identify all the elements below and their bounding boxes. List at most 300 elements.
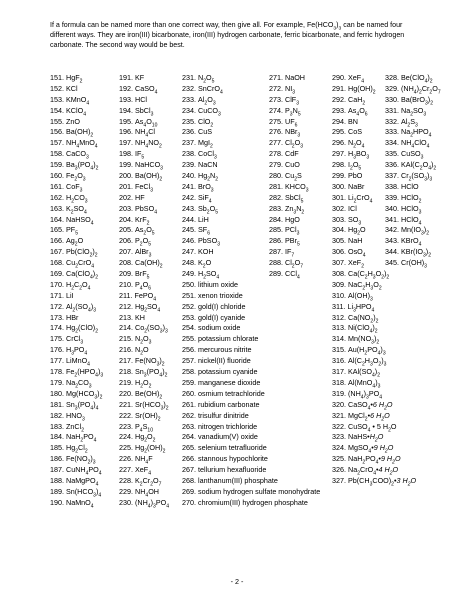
problem-item xyxy=(50,127,103,138)
problem-number: 275. xyxy=(269,116,283,126)
problem-number: 212. xyxy=(119,301,133,311)
problem-formula: $Na_2CO_3$ xyxy=(66,377,92,390)
problem-formula: $CuNH_4PO_4$ xyxy=(66,465,102,477)
problem-item xyxy=(119,204,169,215)
problem-item xyxy=(269,269,309,280)
problem-number: 235. xyxy=(182,116,196,126)
problem-item xyxy=(119,160,169,171)
problem-formula: potassium chlorate xyxy=(198,334,259,344)
problem-number: 152. xyxy=(50,83,64,93)
problem-number: 247. xyxy=(182,247,196,257)
problem-number: 339. xyxy=(385,192,399,202)
problem-item xyxy=(50,269,103,280)
problem-formula: PCl$_3$ xyxy=(285,225,300,237)
problem-formula: $NH_4F$ xyxy=(135,454,153,466)
problem-number: 199. xyxy=(119,160,133,170)
problem-number: 188. xyxy=(50,475,64,485)
problem-formula: ClO$_2$ xyxy=(198,116,214,128)
problem-item xyxy=(385,389,441,400)
problem-number: 303. xyxy=(332,214,346,224)
problem-number: 190. xyxy=(50,497,64,507)
problem-number: 245. xyxy=(182,225,196,235)
problem-formula: osmium tetrachloride xyxy=(198,388,265,398)
problem-formula: $P_4O_6$ xyxy=(135,279,152,292)
problem-number: 291. xyxy=(332,83,346,93)
problem-item xyxy=(119,367,169,378)
problem-item xyxy=(385,84,441,95)
problem-formula: $(NH_4)_2Cr_2O_7$ xyxy=(401,83,441,96)
problem-formula: $KBr(IO_3)_2$ xyxy=(401,247,431,259)
problem-number: 172. xyxy=(50,301,64,311)
problem-item xyxy=(50,236,103,247)
problem-item xyxy=(50,345,103,356)
problem-number: 274. xyxy=(269,105,283,115)
column-6 xyxy=(385,73,441,509)
problem-formula: $HNO_3$ xyxy=(66,410,85,423)
problem-number: 242. xyxy=(182,192,196,202)
problem-number: 193. xyxy=(119,94,133,104)
problem-number: 287. xyxy=(269,247,283,257)
problem-item xyxy=(119,95,169,106)
problem-number: 229. xyxy=(119,486,133,496)
problem-number: 211. xyxy=(119,290,133,300)
problem-formula: $Al_2(SO_4)_3$ xyxy=(66,301,97,314)
problem-formula: $Hg_2Cl_2$ xyxy=(66,443,88,455)
problem-formula: $UF_6$ xyxy=(285,116,298,128)
problem-number: 185. xyxy=(50,443,64,453)
column-4 xyxy=(269,73,309,509)
problem-formula: $Hg_2O$ xyxy=(348,225,366,237)
problem-number: 197. xyxy=(119,138,133,148)
problem-formula: $Be(OH)_2$ xyxy=(135,388,163,401)
problem-number: 179. xyxy=(50,377,64,387)
problem-formula: $Sb_2O_5$ xyxy=(198,203,219,216)
problem-number: 299. xyxy=(332,171,346,181)
problem-number: 263. xyxy=(182,421,196,431)
page-number: - 2 - xyxy=(230,577,244,586)
problem-formula: $NH_4ClO_4$ xyxy=(401,138,430,150)
problem-item xyxy=(269,302,309,313)
problem-formula: $Ag_2O$ xyxy=(66,236,84,248)
problem-number: 232. xyxy=(182,83,196,93)
problem-formula: $(NH_4)_3PO_4$ xyxy=(348,388,383,401)
problem-number: 265. xyxy=(182,443,196,453)
problem-formula: KrF$_2$ xyxy=(135,214,150,227)
problem-number: 249. xyxy=(182,269,196,279)
problem-formula: $Hg_2N_2$ xyxy=(198,171,219,183)
problem-formula: $Au(H_2PO_4)_3$ xyxy=(348,345,386,357)
problem-item xyxy=(50,400,103,411)
problem-item xyxy=(269,323,309,334)
problem-number: 332. xyxy=(385,116,399,126)
problem-number: 327. xyxy=(332,475,346,485)
problem-item xyxy=(119,127,169,138)
problem-number: 344. xyxy=(385,247,399,257)
problem-item xyxy=(50,215,103,226)
problem-formula: MgSO$_4$•9 $H_2O$ xyxy=(348,443,394,455)
problem-number: 244. xyxy=(182,214,196,224)
problem-item xyxy=(119,291,169,302)
problem-item xyxy=(269,378,309,389)
problem-formula: $Ca(NO_2)_2$ xyxy=(348,312,379,325)
problem-number: 187. xyxy=(50,465,64,475)
problem-number: 318. xyxy=(332,377,346,387)
problem-number: 316. xyxy=(332,356,346,366)
problem-item xyxy=(385,378,441,389)
problem-number: 301. xyxy=(332,192,346,202)
problem-formula: $Ca(C_2H_3O_2)_2$ xyxy=(348,269,390,281)
problem-formula: LiH xyxy=(198,214,209,224)
problem-number: 168. xyxy=(50,258,64,268)
problem-formula: HgO xyxy=(285,214,300,224)
problem-formula: CCl$_4$ xyxy=(285,269,300,281)
problem-formula: PbSO$_4$ xyxy=(135,203,157,216)
problem-formula: MgI$_2$ xyxy=(198,138,213,150)
problem-number: 161. xyxy=(50,181,64,191)
problem-number: 153. xyxy=(50,94,64,104)
problem-formula: $Co_2(SO_3)_3$ xyxy=(135,323,168,335)
problem-item xyxy=(385,313,441,324)
problem-number: 281. xyxy=(269,181,283,191)
problem-number: 269. xyxy=(182,486,196,496)
problem-formula: $Cu_2CrO_4$ xyxy=(66,258,95,270)
problem-formula: XeF$_4$ xyxy=(135,465,151,477)
problem-formula: $H_2O_2$ xyxy=(135,377,152,390)
problem-item xyxy=(119,247,169,258)
problem-item xyxy=(385,367,441,378)
problem-number: 157. xyxy=(50,138,64,148)
problem-number: 230. xyxy=(119,497,133,507)
problem-number: 302. xyxy=(332,203,346,213)
problem-number: 266. xyxy=(182,454,196,464)
problem-formula: $N_2O$ xyxy=(135,345,149,357)
problem-item xyxy=(385,258,441,269)
problem-number: 196. xyxy=(119,127,133,137)
problem-formula: NaMnO$_4$ xyxy=(66,497,94,510)
problem-item xyxy=(269,345,309,356)
problem-formula: LiI xyxy=(66,290,74,300)
problem-item xyxy=(119,422,169,433)
problem-number: 320. xyxy=(332,399,346,409)
problem-formula: CoCl$_3$ xyxy=(198,149,217,161)
problem-number: 268. xyxy=(182,475,196,485)
problem-item xyxy=(119,138,169,149)
problem-number: 335. xyxy=(385,149,399,159)
problem-formula: $As_4O_{10}$ xyxy=(135,116,158,128)
problem-number: 241. xyxy=(182,181,196,191)
problem-item xyxy=(269,487,309,498)
problem-formula: CoF$_3$ xyxy=(66,181,83,194)
problem-item xyxy=(50,389,103,400)
problem-item xyxy=(385,193,441,204)
problem-number: 340. xyxy=(385,203,399,213)
problem-number: 251. xyxy=(182,290,196,300)
problem-item xyxy=(50,95,103,106)
problem-number: 341. xyxy=(385,214,399,224)
problem-formula: CuCO$_3$ xyxy=(198,105,221,118)
problem-formula: HCl xyxy=(135,94,147,104)
problem-formula: HF xyxy=(135,192,145,202)
problem-item xyxy=(50,73,103,84)
problem-formula: $NaC_2H_3O_2$ xyxy=(348,279,382,292)
problem-number: 227. xyxy=(119,465,133,475)
problem-number: 306. xyxy=(332,247,346,257)
problem-formula: $Ba(OH)_2$ xyxy=(135,171,163,183)
problem-item xyxy=(50,160,103,171)
problem-formula: KBrO$_4$ xyxy=(401,236,422,248)
problem-formula: ICl xyxy=(348,203,357,213)
problem-item xyxy=(119,280,169,291)
problem-item xyxy=(50,106,103,117)
problem-number: 324. xyxy=(332,443,346,453)
problem-formula: NaOH xyxy=(285,73,305,82)
problem-item xyxy=(50,498,103,509)
problem-formula: $K_2SO_4$ xyxy=(66,203,87,216)
problem-formula: $Ca(ClO_4)_2$ xyxy=(66,269,98,281)
problem-formula: $Mn(IO_3)_2$ xyxy=(401,225,429,237)
problem-number: 259. xyxy=(182,377,196,387)
problem-formula: $Sn_3(PO_4)_2$ xyxy=(135,367,168,379)
problem-number: 151. xyxy=(50,73,64,82)
problem-item xyxy=(385,443,441,454)
problem-number: 257. xyxy=(182,356,196,366)
problem-number: 286. xyxy=(269,236,283,246)
problem-formula: $NaH_2PO_4•9$ $H_2O$ xyxy=(348,454,401,466)
problem-formula: NaHCO$_3$ xyxy=(135,160,163,172)
problem-item xyxy=(269,138,309,149)
problem-item xyxy=(385,280,441,291)
problem-formula: $Hg_2SO_4$ xyxy=(135,301,161,314)
problem-item xyxy=(119,106,169,117)
problem-number: 262. xyxy=(182,410,196,420)
problem-item xyxy=(269,334,309,345)
problem-number: 310. xyxy=(332,290,346,300)
problem-number: 298. xyxy=(332,160,346,170)
problem-number: 253. xyxy=(182,312,196,322)
problem-item xyxy=(385,149,441,160)
problem-formula: $Al(C_2H_3O_2)_3$ xyxy=(348,356,387,368)
problem-number: 315. xyxy=(332,345,346,355)
problem-formula: $NaHS•H_2O$ xyxy=(348,432,384,444)
problem-number: 209. xyxy=(119,269,133,279)
problem-number: 237. xyxy=(182,138,196,148)
problem-item xyxy=(269,149,309,160)
problem-item xyxy=(119,84,169,95)
problem-item xyxy=(269,84,309,95)
problem-formula: $Fe_2(HPO_4)_3$ xyxy=(66,367,104,379)
problem-number: 198. xyxy=(119,149,133,159)
problem-formula: $Cu_2S$ xyxy=(285,171,302,183)
problem-number: 173. xyxy=(50,312,64,322)
problem-formula: $Al_2S_3$ xyxy=(401,116,418,128)
problem-item xyxy=(385,160,441,171)
problem-formula: chromium(III) hydrogen phosphate xyxy=(198,497,308,507)
problem-item xyxy=(385,106,441,117)
problem-item xyxy=(119,443,169,454)
problem-formula: $Ca(OH)_2$ xyxy=(135,258,163,270)
problem-formula: HClO$_3$ xyxy=(401,203,422,216)
problem-number: 319. xyxy=(332,388,346,398)
problem-formula: tellurium hexafluoride xyxy=(198,465,267,475)
problem-number: 308. xyxy=(332,269,346,279)
problem-item xyxy=(50,84,103,95)
problem-formula: SiF$_4$ xyxy=(198,192,212,205)
problem-formula: mercurous nitrite xyxy=(198,345,252,355)
problem-item xyxy=(385,127,441,138)
problem-formula: $Mg(HCO_3)_2$ xyxy=(66,388,103,401)
problem-formula: HClO$_4$ xyxy=(401,214,422,227)
problem-number: 336. xyxy=(385,160,399,170)
problem-number: 314. xyxy=(332,334,346,344)
problem-item xyxy=(385,432,441,443)
problem-formula: $Cr_2(SO_3)_3$ xyxy=(401,171,433,183)
problem-formula: $Be(ClO_4)_2$ xyxy=(401,73,433,85)
problem-number: 272. xyxy=(269,83,283,93)
problem-formula: CdF xyxy=(285,149,299,159)
problem-number: 277. xyxy=(269,138,283,148)
problem-item xyxy=(385,73,441,84)
problem-formula: $I_2O_5$ xyxy=(348,160,362,172)
problem-number: 323. xyxy=(332,432,346,442)
problem-formula: NBr$_3$ xyxy=(285,127,301,139)
problem-number: 254. xyxy=(182,323,196,333)
problem-item xyxy=(269,454,309,465)
problem-item xyxy=(269,193,309,204)
problem-item xyxy=(50,302,103,313)
problem-formula: $KAl(C_2O_4)_2$ xyxy=(401,160,437,172)
problem-formula: $Pb(ClO_2)_2$ xyxy=(66,247,98,259)
problem-formula: NaH xyxy=(348,236,363,246)
problem-number: 282. xyxy=(269,192,283,202)
problem-item xyxy=(269,389,309,400)
problem-number: 334. xyxy=(385,138,399,148)
problem-formula: $Fe_2O_3$ xyxy=(66,171,86,183)
problem-number: 255. xyxy=(182,334,196,344)
problem-number: 329. xyxy=(385,83,399,93)
problem-item xyxy=(269,465,309,476)
problem-number: 224. xyxy=(119,432,133,442)
problem-item xyxy=(269,498,309,509)
problem-item xyxy=(269,367,309,378)
problem-item xyxy=(385,345,441,356)
problem-number: 292. xyxy=(332,94,346,104)
problem-number: 200. xyxy=(119,171,133,181)
problem-item xyxy=(50,182,103,193)
problem-formula: $Na_2SO_3$ xyxy=(401,105,427,118)
problem-number: 223. xyxy=(119,421,133,431)
problem-number: 300. xyxy=(332,181,346,191)
problem-number: 293. xyxy=(332,105,346,115)
problem-item xyxy=(119,269,169,280)
problem-formula: $Na_2HPO_4$ xyxy=(401,127,432,139)
problem-number: 155. xyxy=(50,116,64,126)
problem-number: 345. xyxy=(385,258,399,268)
problem-formula: sodium hydrogen sulfate monohydrate xyxy=(198,486,321,496)
problem-number: 219. xyxy=(119,377,133,387)
problem-number: 305. xyxy=(332,236,346,246)
problem-number: 207. xyxy=(119,247,133,257)
problem-number: 194. xyxy=(119,105,133,115)
problem-item xyxy=(50,171,103,182)
problem-formula: BrF$_5$ xyxy=(135,269,150,281)
problem-number: 248. xyxy=(182,258,196,268)
problem-formula: $Mn(NO_3)_2$ xyxy=(348,334,380,346)
problem-formula: $Sn(HCO_3)_4$ xyxy=(66,486,102,499)
problem-number: 201. xyxy=(119,181,133,191)
problem-number: 312. xyxy=(332,312,346,322)
problem-number: 221. xyxy=(119,399,133,409)
instructions-paragraph: If a formula can be named more than one correct way, then give all. For example, $Fe(HCO_3)_3$ can be named four different ways. They are iron(III) bicarbonate, iron(III) hydrogen carbonate, ferric bicarbonate, and ferric hydrogen carbonate. The second way would be best. xyxy=(50,21,405,50)
problem-formula: $SO_3$ xyxy=(348,214,362,227)
problem-number: 213. xyxy=(119,312,133,322)
problem-item xyxy=(269,117,309,128)
formula-columns xyxy=(50,73,441,573)
problem-number: 290. xyxy=(332,73,346,82)
problem-formula: $Fe(NO_2)_3$ xyxy=(66,454,96,466)
problem-formula: $K_2Cr_2O_7$ xyxy=(135,475,162,488)
problem-item xyxy=(50,476,103,487)
problem-formula: $Li_2CrO_4$ xyxy=(348,192,373,205)
problem-item xyxy=(269,236,309,247)
problem-item xyxy=(50,313,103,324)
problem-item xyxy=(269,215,309,226)
problem-formula: NaHSO$_4$ xyxy=(66,214,94,227)
problem-item xyxy=(269,247,309,258)
problem-formula: KOH xyxy=(198,247,214,257)
problem-number: 154. xyxy=(50,105,64,115)
problem-item xyxy=(50,204,103,215)
problem-number: 331. xyxy=(385,105,399,115)
problem-item xyxy=(119,389,169,400)
problem-formula: $NH_4Cl$ xyxy=(135,127,155,139)
problem-item xyxy=(119,454,169,465)
problem-item xyxy=(50,465,103,476)
problem-number: 338. xyxy=(385,181,399,191)
problem-item xyxy=(269,476,309,487)
problem-number: 184. xyxy=(50,432,64,442)
problem-number: 304. xyxy=(332,225,346,235)
problem-number: 228. xyxy=(119,475,133,485)
problem-formula: PBr$_5$ xyxy=(285,236,300,248)
problem-item xyxy=(119,225,169,236)
problem-item xyxy=(50,443,103,454)
problem-item xyxy=(50,422,103,433)
problem-item xyxy=(385,138,441,149)
problem-formula: $Cl_2O_7$ xyxy=(285,258,304,270)
problem-number: 203. xyxy=(119,203,133,213)
problem-item xyxy=(385,454,441,465)
problem-formula: AlBr$_3$ xyxy=(135,247,152,259)
problem-formula: $P_4S_{10}$ xyxy=(135,421,154,433)
problem-formula: BN xyxy=(348,116,358,126)
problem-formula: xenon trioxide xyxy=(198,290,243,300)
problem-number: 321. xyxy=(332,410,346,420)
problem-formula: $Fe(NO_3)_2$ xyxy=(135,356,165,368)
problem-item xyxy=(269,443,309,454)
problem-formula: FePO$_4$ xyxy=(134,290,157,303)
problem-item xyxy=(385,334,441,345)
problem-item xyxy=(50,193,103,204)
problem-formula: $Hg_2(ClO)_2$ xyxy=(66,323,98,335)
problem-item xyxy=(385,247,441,258)
problem-formula: $H_2SO_4$ xyxy=(198,269,220,281)
problem-number: 238. xyxy=(182,149,196,159)
problem-item xyxy=(50,432,103,443)
problem-number: 231. xyxy=(182,73,196,82)
problem-item xyxy=(50,378,103,389)
problem-formula: ZnO xyxy=(66,116,80,126)
problem-number: 174. xyxy=(50,323,64,333)
